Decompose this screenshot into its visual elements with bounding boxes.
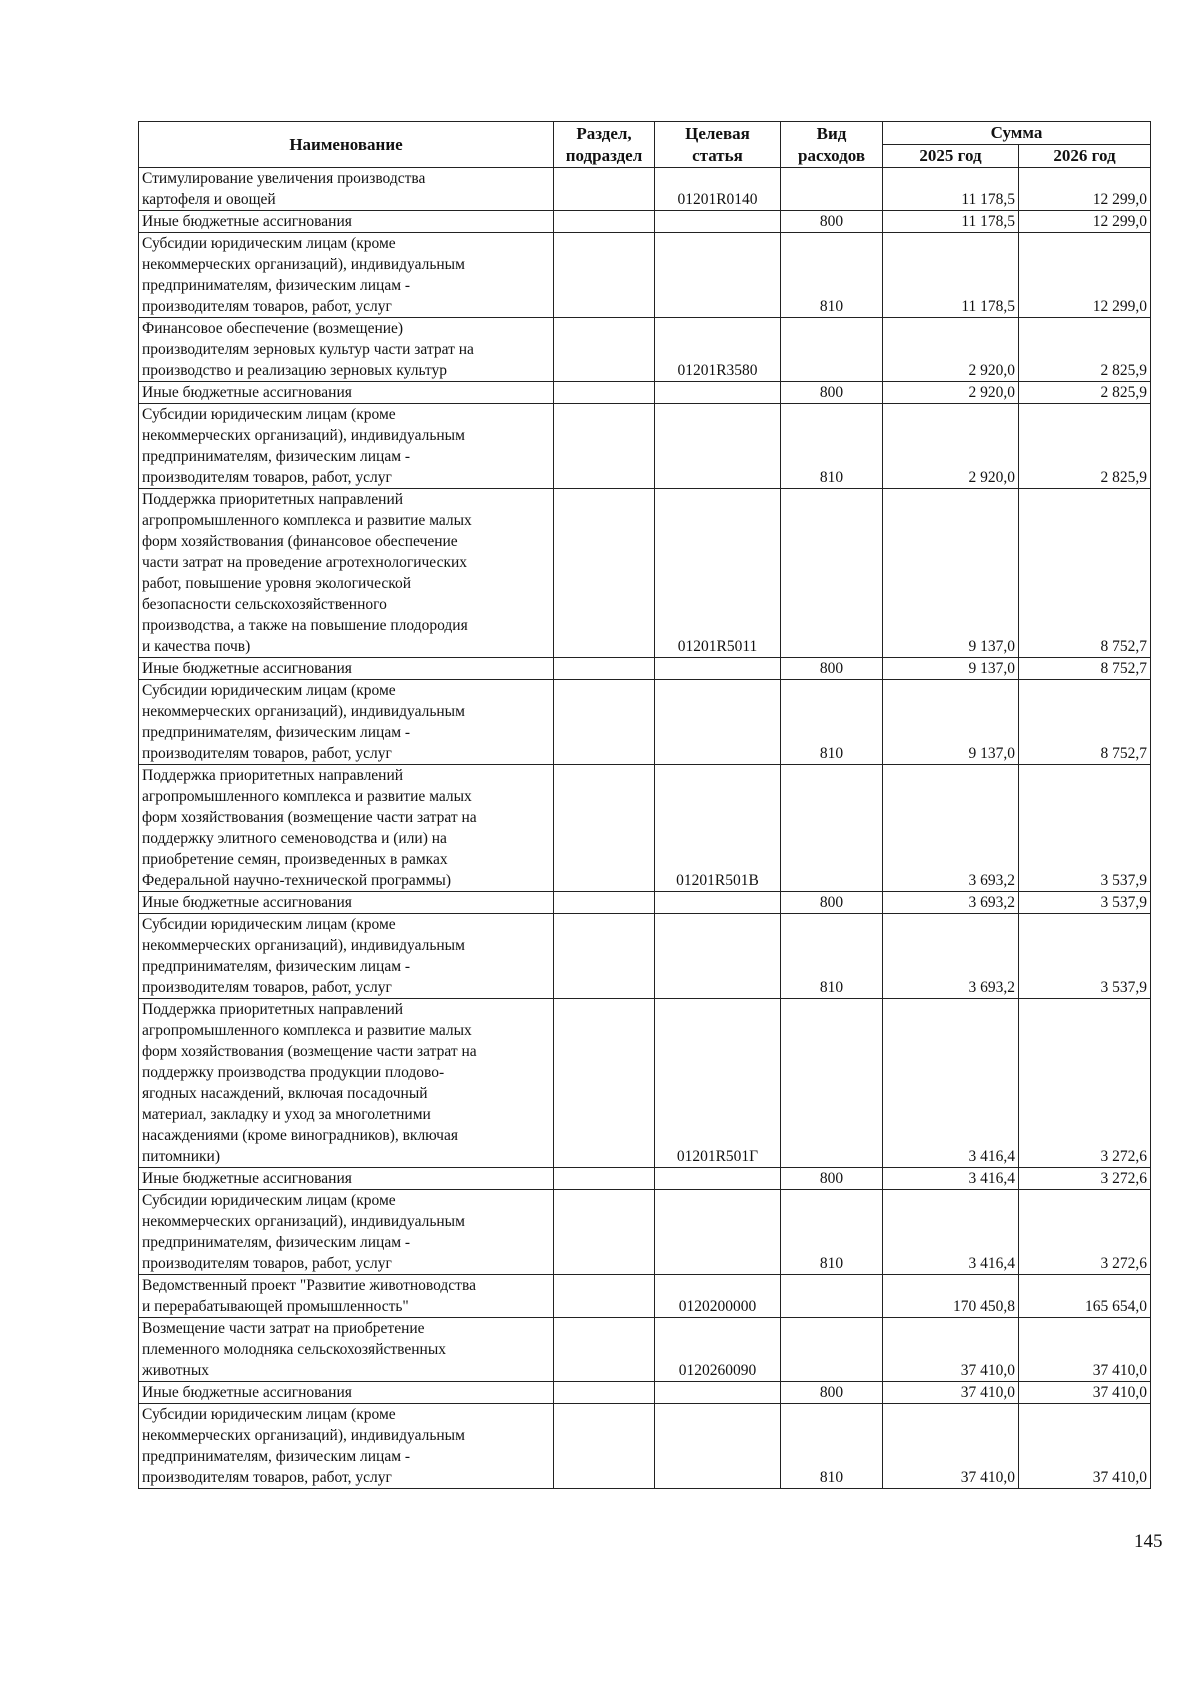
row-name-text: Субсидии юридическим лицам (кроме некоммерческих организаций), индивидуальным предпринимателям, физическим лицам - производителям товаров, работ, услуг	[142, 406, 465, 486]
cell-name	[139, 1318, 554, 1382]
cell-kind: 800	[781, 1168, 883, 1190]
cell-name	[139, 211, 554, 233]
header-2026: 2026 год	[1019, 145, 1151, 168]
cell-2026: 3 537,9	[1019, 914, 1151, 999]
cell-2025: 9 137,0	[883, 489, 1019, 658]
table-row	[139, 489, 1151, 658]
table-row	[139, 382, 1151, 404]
cell-2026: 3 272,6	[1019, 1190, 1151, 1275]
cell-target	[655, 658, 781, 680]
cell-2025: 2 920,0	[883, 318, 1019, 382]
row-name-text: Иные бюджетные ассигнования	[142, 1170, 352, 1187]
cell-name	[139, 765, 554, 892]
table-row	[139, 1404, 1151, 1489]
cell-name	[139, 1190, 554, 1275]
table-body	[139, 168, 1151, 1489]
cell-2026: 12 299,0	[1019, 233, 1151, 318]
cell-target	[655, 1404, 781, 1489]
cell-2026: 12 299,0	[1019, 168, 1151, 211]
header-target: Целевая статья	[655, 122, 781, 168]
cell-target: 0120260090	[655, 1318, 781, 1382]
cell-2025: 3 416,4	[883, 999, 1019, 1168]
cell-name	[139, 233, 554, 318]
cell-target	[655, 1168, 781, 1190]
cell-section	[554, 680, 655, 765]
table-row	[139, 168, 1151, 211]
cell-2026: 8 752,7	[1019, 680, 1151, 765]
cell-kind: 800	[781, 1382, 883, 1404]
cell-name	[139, 658, 554, 680]
cell-section	[554, 489, 655, 658]
table-row	[139, 1275, 1151, 1318]
table-row	[139, 892, 1151, 914]
cell-section	[554, 211, 655, 233]
cell-kind	[781, 1275, 883, 1318]
table-row	[139, 680, 1151, 765]
cell-target: 01201R0140	[655, 168, 781, 211]
cell-2025: 9 137,0	[883, 658, 1019, 680]
row-name-text: Субсидии юридическим лицам (кроме некоммерческих организаций), индивидуальным предпринимателям, физическим лицам - производителям товаров, работ, услуг	[142, 235, 465, 315]
cell-2026: 3 537,9	[1019, 765, 1151, 892]
row-name-text: Поддержка приоритетных направлений агропромышленного комплекса и развитие малых форм хозяйствования (возмещение части затрат на поддержку элитного семеноводства и (или) на приобретение семян, произведенных в рамках Федеральной научно-технической программы)	[142, 767, 477, 889]
cell-name	[139, 489, 554, 658]
cell-kind: 800	[781, 658, 883, 680]
row-name-text: Субсидии юридическим лицам (кроме некоммерческих организаций), индивидуальным предпринимателям, физическим лицам - производителям товаров, работ, услуг	[142, 1406, 465, 1486]
table-row	[139, 765, 1151, 892]
cell-2025: 3 693,2	[883, 765, 1019, 892]
cell-2026: 37 410,0	[1019, 1382, 1151, 1404]
cell-2025: 2 920,0	[883, 404, 1019, 489]
cell-target: 0120200000	[655, 1275, 781, 1318]
row-name-text: Иные бюджетные ассигнования	[142, 384, 352, 401]
row-name-text: Субсидии юридическим лицам (кроме некоммерческих организаций), индивидуальным предпринимателям, физическим лицам - производителям товаров, работ, услуг	[142, 682, 465, 762]
cell-2026: 3 272,6	[1019, 1168, 1151, 1190]
row-name-text: Ведомственный проект "Развитие животноводства и перерабатывающей промышленность"	[142, 1277, 476, 1315]
row-name-text: Иные бюджетные ассигнования	[142, 894, 352, 911]
cell-kind: 810	[781, 680, 883, 765]
row-name-text: Поддержка приоритетных направлений агропромышленного комплекса и развитие малых форм хозяйствования (финансовое обеспечение части затрат на проведение агротехнологических работ, повышение уровня экологической безопасности сельскохозяйственного производства, а также на повышение плодородия и качества почв)	[142, 491, 472, 655]
cell-2026: 2 825,9	[1019, 382, 1151, 404]
cell-section	[554, 892, 655, 914]
cell-name	[139, 1168, 554, 1190]
cell-name	[139, 1275, 554, 1318]
cell-2026: 2 825,9	[1019, 404, 1151, 489]
table-row	[139, 914, 1151, 999]
cell-2026: 3 537,9	[1019, 892, 1151, 914]
cell-kind: 810	[781, 233, 883, 318]
cell-2026: 8 752,7	[1019, 489, 1151, 658]
header-name: Наименование	[139, 122, 554, 168]
cell-target: 01201R5011	[655, 489, 781, 658]
table-row	[139, 1382, 1151, 1404]
page-number: 145	[1134, 1531, 1163, 1552]
row-name-text: Поддержка приоритетных направлений агропромышленного комплекса и развитие малых форм хозяйствования (возмещение части затрат на поддержку производства продукции плодово- ягодных насаждений, включая посадочный материал, закладку и уход за многолетними насаждениями (кроме виноградников), включая питомники)	[142, 1001, 477, 1165]
cell-section	[554, 765, 655, 892]
cell-kind	[781, 765, 883, 892]
table-row	[139, 658, 1151, 680]
row-name-text: Субсидии юридическим лицам (кроме некоммерческих организаций), индивидуальным предпринимателям, физическим лицам - производителям товаров, работ, услуг	[142, 916, 465, 996]
table-row	[139, 1190, 1151, 1275]
cell-target	[655, 211, 781, 233]
cell-2026: 8 752,7	[1019, 658, 1151, 680]
cell-2026: 165 654,0	[1019, 1275, 1151, 1318]
cell-section	[554, 914, 655, 999]
cell-target: 01201R3580	[655, 318, 781, 382]
row-name-text: Иные бюджетные ассигнования	[142, 213, 352, 230]
table-row	[139, 1318, 1151, 1382]
cell-2026: 2 825,9	[1019, 318, 1151, 382]
header-kind: Вид расходов	[781, 122, 883, 168]
cell-section	[554, 318, 655, 382]
cell-kind: 810	[781, 1190, 883, 1275]
cell-kind: 800	[781, 211, 883, 233]
cell-2025: 37 410,0	[883, 1318, 1019, 1382]
cell-target: 01201R501В	[655, 765, 781, 892]
cell-kind: 810	[781, 1404, 883, 1489]
cell-kind	[781, 489, 883, 658]
table-header-row	[139, 122, 1151, 145]
cell-name	[139, 382, 554, 404]
cell-target	[655, 233, 781, 318]
cell-target	[655, 680, 781, 765]
cell-2025: 3 693,2	[883, 892, 1019, 914]
cell-section	[554, 1190, 655, 1275]
header-sum: Сумма	[883, 122, 1151, 145]
cell-kind	[781, 999, 883, 1168]
cell-target	[655, 914, 781, 999]
table-row	[139, 1168, 1151, 1190]
cell-name	[139, 318, 554, 382]
cell-2025: 3 693,2	[883, 914, 1019, 999]
cell-name	[139, 892, 554, 914]
cell-name	[139, 168, 554, 211]
cell-2025: 3 416,4	[883, 1168, 1019, 1190]
cell-kind	[781, 318, 883, 382]
row-name-text: Стимулирование увеличения производства картофеля и овощей	[142, 170, 426, 208]
cell-kind: 800	[781, 892, 883, 914]
cell-2025: 170 450,8	[883, 1275, 1019, 1318]
cell-2025: 37 410,0	[883, 1404, 1019, 1489]
cell-section	[554, 382, 655, 404]
cell-name	[139, 1404, 554, 1489]
header-section: Раздел, подраздел	[554, 122, 655, 168]
cell-2025: 9 137,0	[883, 680, 1019, 765]
table-row	[139, 999, 1151, 1168]
cell-section	[554, 999, 655, 1168]
cell-section	[554, 1404, 655, 1489]
table-row	[139, 211, 1151, 233]
cell-section	[554, 1275, 655, 1318]
budget-table	[138, 121, 1151, 1489]
cell-2025: 11 178,5	[883, 211, 1019, 233]
cell-2026: 37 410,0	[1019, 1404, 1151, 1489]
cell-2025: 2 920,0	[883, 382, 1019, 404]
cell-section	[554, 1168, 655, 1190]
cell-target	[655, 382, 781, 404]
row-name-text: Иные бюджетные ассигнования	[142, 660, 352, 677]
header-2025: 2025 год	[883, 145, 1019, 168]
cell-kind: 810	[781, 914, 883, 999]
table-row	[139, 318, 1151, 382]
table-row	[139, 233, 1151, 318]
cell-2025: 3 416,4	[883, 1190, 1019, 1275]
cell-name	[139, 1382, 554, 1404]
cell-section	[554, 404, 655, 489]
row-name-text: Финансовое обеспечение (возмещение) производителям зерновых культур части затрат на производство и реализацию зерновых культур	[142, 320, 474, 379]
cell-target	[655, 892, 781, 914]
cell-kind: 810	[781, 404, 883, 489]
cell-kind	[781, 1318, 883, 1382]
cell-name	[139, 999, 554, 1168]
cell-section	[554, 168, 655, 211]
cell-kind: 800	[781, 382, 883, 404]
cell-target: 01201R501Г	[655, 999, 781, 1168]
cell-2025: 11 178,5	[883, 168, 1019, 211]
cell-2026: 12 299,0	[1019, 211, 1151, 233]
cell-2026: 3 272,6	[1019, 999, 1151, 1168]
cell-name	[139, 914, 554, 999]
cell-section	[554, 233, 655, 318]
cell-section	[554, 1382, 655, 1404]
cell-target	[655, 404, 781, 489]
cell-2025: 37 410,0	[883, 1382, 1019, 1404]
row-name-text: Иные бюджетные ассигнования	[142, 1384, 352, 1401]
cell-kind	[781, 168, 883, 211]
table-row	[139, 404, 1151, 489]
cell-2025: 11 178,5	[883, 233, 1019, 318]
cell-name	[139, 404, 554, 489]
row-name-text: Субсидии юридическим лицам (кроме некоммерческих организаций), индивидуальным предпринимателям, физическим лицам - производителям товаров, работ, услуг	[142, 1192, 465, 1272]
cell-target	[655, 1382, 781, 1404]
cell-2026: 37 410,0	[1019, 1318, 1151, 1382]
cell-name	[139, 680, 554, 765]
cell-section	[554, 658, 655, 680]
cell-section	[554, 1318, 655, 1382]
cell-target	[655, 1190, 781, 1275]
row-name-text: Возмещение части затрат на приобретение племенного молодняка сельскохозяйственных животных	[142, 1320, 446, 1379]
